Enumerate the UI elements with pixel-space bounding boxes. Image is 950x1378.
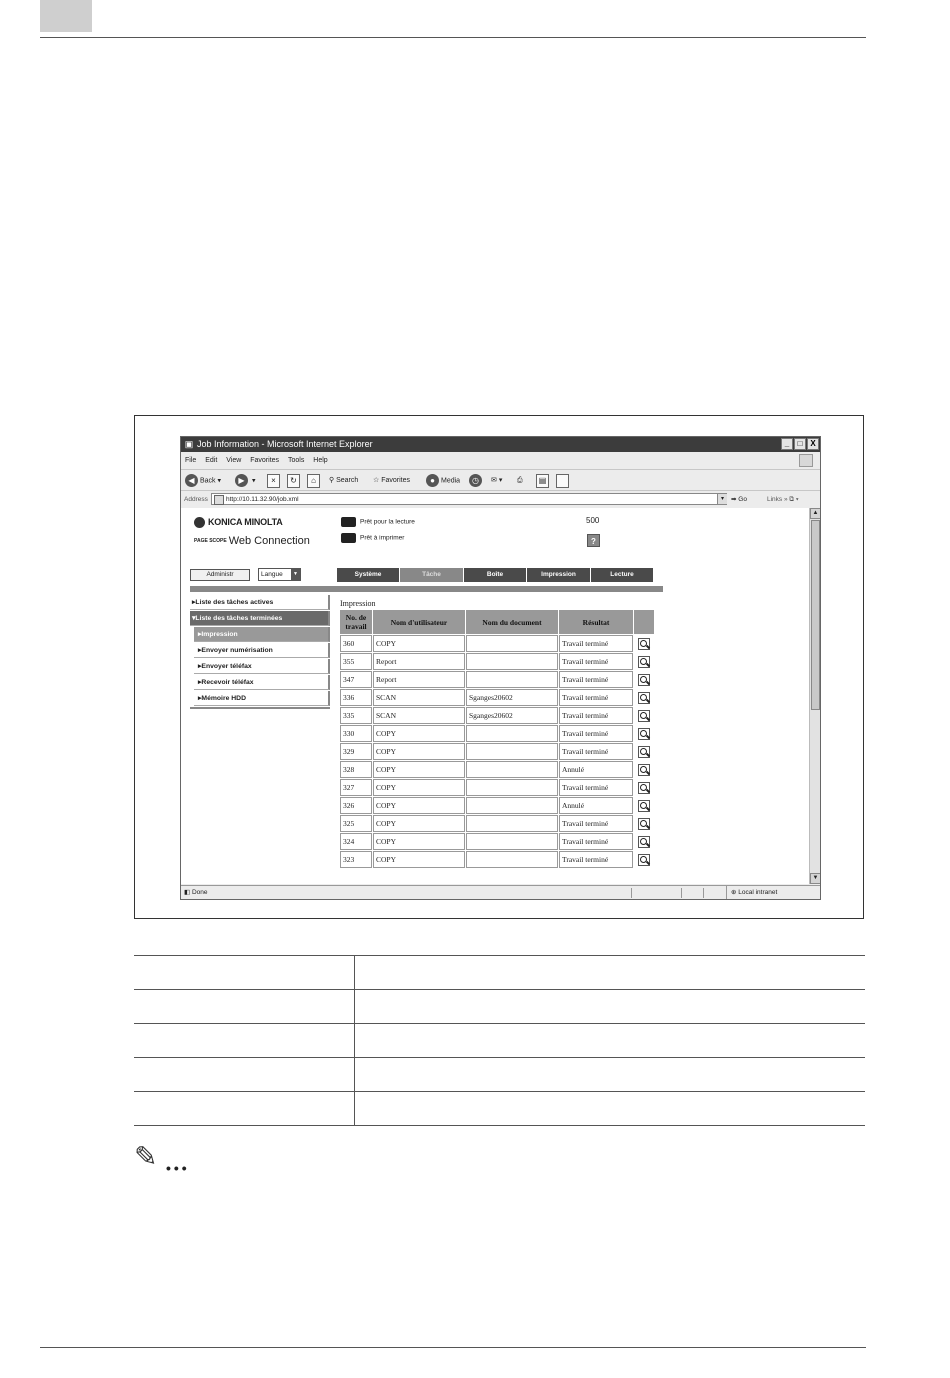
job-number-cell: 360 [340,635,372,652]
star-icon: ☆ [373,477,380,484]
magnifier-icon[interactable] [638,836,650,848]
back-arrow-icon: ◀ [185,474,198,487]
jobs-table [339,609,655,869]
stop-button[interactable] [267,474,280,488]
forward-button[interactable]: ▶ ▾ [235,474,255,488]
page-icon [214,495,224,505]
address-bar [181,492,820,507]
magnifier-icon[interactable] [638,782,650,794]
column-divider [354,1058,355,1091]
description-row [134,1023,865,1057]
document-name-cell [466,797,558,814]
result-cell: Travail terminé [559,707,633,724]
sidebar-item-send-scan[interactable]: ▸Envoyer numérisation [194,643,330,658]
user-name-cell: COPY [373,815,465,832]
document-name-cell [466,779,558,796]
col-document-name: Nom du document [466,610,558,634]
table-row [340,815,654,832]
status-separator [631,888,632,898]
result-cell: Travail terminé [559,851,633,868]
table-row [340,707,654,724]
sidebar-item-active-jobs[interactable]: ▸Liste des tâches actives [190,595,330,610]
table-row [340,761,654,778]
user-name-cell: COPY [373,761,465,778]
result-cell: Annulé [559,797,633,814]
media-button[interactable]: ● Media [426,474,460,488]
language-select[interactable]: Langue ▼ [258,568,301,581]
sidebar-item-receive-fax[interactable]: ▸Recevoir téléfax [194,675,330,690]
document-name-cell [466,761,558,778]
user-name-cell: COPY [373,725,465,742]
media-icon: ● [426,474,439,487]
job-number-cell: 335 [340,707,372,724]
content-title: Impression [340,599,376,608]
discuss-button[interactable] [556,474,569,488]
table-row [340,797,654,814]
column-divider [354,1024,355,1057]
tab-systeme[interactable]: Système [337,568,400,582]
user-name-cell: COPY [373,833,465,850]
print-button[interactable] [517,474,523,488]
scanner-icon [341,517,356,527]
result-cell: Travail terminé [559,671,633,688]
sidebar-item-impression[interactable]: ▸Impression [194,627,330,642]
table-row [340,833,654,850]
result-cell: Travail terminé [559,653,633,670]
magnifier-icon[interactable] [638,674,650,686]
browser-window [180,436,821,900]
result-cell: Annulé [559,761,633,778]
magnifier-icon[interactable] [638,764,650,776]
table-row [340,725,654,742]
job-number-cell: 327 [340,779,372,796]
table-row [340,689,654,706]
page-corner-tab [40,0,92,32]
security-zone: ⊕ Local intranet [726,886,777,900]
job-number-cell: 336 [340,689,372,706]
restore-button[interactable]: □ [794,438,806,450]
status-separator [681,888,682,898]
address-dropdown[interactable]: ▾ [717,494,727,504]
result-cell: Travail terminé [559,833,633,850]
user-name-cell: Report [373,653,465,670]
status-bar [181,885,820,900]
details-cell [634,779,654,796]
vertical-scrollbar[interactable] [809,508,821,884]
col-result: Résultat [559,610,633,634]
back-button[interactable]: ◀ Back ▾ [185,474,221,488]
table-row [340,743,654,760]
go-arrow-icon: ➡ [731,496,737,503]
menu-bar [181,452,820,469]
header-rule [40,37,866,38]
scan-status: Prêt pour la lecture [341,517,415,527]
result-cell: Travail terminé [559,815,633,832]
printer-device-icon [341,533,356,543]
magnifier-icon[interactable] [638,656,650,668]
col-details [634,610,654,634]
document-name-cell [466,635,558,652]
user-name-cell: COPY [373,797,465,814]
history-button[interactable] [469,474,484,488]
ie-window-icon: ▣ [184,439,194,449]
sidebar-item-send-fax[interactable]: ▸Envoyer téléfax [194,659,330,674]
details-cell [634,635,654,652]
menu-edit[interactable]: Edit [205,457,218,464]
extension-icon: ⧉ [789,496,795,503]
page-scope-mark: PAGE SCOPE [194,537,227,544]
description-row [134,955,865,989]
details-cell [634,653,654,670]
table-row [340,635,654,652]
tab-boite[interactable]: Boîte [464,568,527,582]
scroll-thumb[interactable] [811,520,820,710]
job-number-cell: 328 [340,761,372,778]
konica-minolta-logo: KONICA MINOLTA [194,517,283,528]
details-cell [634,851,654,868]
page-done-icon: ◧ [184,889,191,896]
refresh-button[interactable] [287,474,300,488]
document-name-cell [466,743,558,760]
print-status: Prêt à imprimer [341,533,404,543]
screenshot-frame [134,415,864,919]
document-name-cell [466,653,558,670]
details-cell [634,671,654,688]
address-label: Address [184,496,208,503]
result-cell: Travail terminé [559,725,633,742]
address-input[interactable] [211,493,727,505]
sidebar-divider [190,707,330,709]
help-icon[interactable]: ? [587,534,600,547]
result-cell: Travail terminé [559,635,633,652]
user-name-cell: SCAN [373,689,465,706]
description-row [134,1091,865,1126]
address-url: http://10.11.32.90/job.xml [226,496,299,503]
search-icon: ⚲ [329,477,335,484]
sidebar-item-hdd-memory[interactable]: ▸Mémoire HDD [194,691,330,706]
status-done: ◧ Done [184,889,208,896]
result-cell: Travail terminé [559,779,633,796]
document-name-cell: Sganges20602 [466,689,558,706]
tab-impression[interactable]: Impression [527,568,591,582]
details-cell [634,725,654,742]
pencil-note-icon: ✎ [134,1141,158,1172]
job-number-cell: 323 [340,851,372,868]
details-cell [634,797,654,814]
job-number-cell: 355 [340,653,372,670]
column-divider [354,990,355,1023]
job-number-cell: 347 [340,671,372,688]
document-name-cell [466,833,558,850]
window-title: Job Information - Microsoft Internet Explorer [197,439,373,449]
mail-button[interactable]: ✉ ▾ [491,477,503,484]
scroll-up-icon[interactable]: ▲ [810,508,821,519]
table-row [340,779,654,796]
refresh-icon: ↻ [287,474,300,488]
table-header-row [340,610,654,634]
tab-lecture[interactable]: Lecture [591,568,654,582]
job-number-cell: 325 [340,815,372,832]
tab-underline [190,586,663,592]
description-table [134,955,865,1126]
description-row [134,1057,865,1091]
sidebar [190,595,330,709]
magnifier-icon[interactable] [638,746,650,758]
user-name-cell: COPY [373,635,465,652]
details-cell [634,815,654,832]
user-name-cell: COPY [373,743,465,760]
toolbar [181,469,820,491]
stop-icon: × [267,474,280,488]
result-cell: Travail terminé [559,743,633,760]
forward-arrow-icon: ▶ [235,474,248,487]
printer-icon: ⎙ [517,477,523,484]
go-button[interactable]: ➡ Go [731,496,747,503]
home-button[interactable] [307,474,320,488]
col-job-number: No. de travail [340,610,372,634]
magnifier-icon[interactable] [638,710,650,722]
user-name-cell: SCAN [373,707,465,724]
details-cell [634,743,654,760]
edit-icon: ▤ [536,474,549,488]
document-name-cell [466,671,558,688]
note-ellipsis-icon: ••• [166,1160,190,1176]
intranet-icon: ⊕ [731,889,737,896]
document-name-cell: Sganges20602 [466,707,558,724]
table-row [340,851,654,868]
user-name-cell: COPY [373,779,465,796]
user-name-cell: Report [373,671,465,688]
job-number-cell: 329 [340,743,372,760]
minimize-button[interactable]: _ [781,438,793,450]
table-row [340,653,654,670]
magnifier-icon[interactable] [638,692,650,704]
discuss-icon [556,474,569,488]
menu-favorites[interactable]: Favorites [250,457,280,464]
title-bar [181,437,820,452]
tab-tache[interactable]: Tâche [400,568,464,582]
details-cell [634,761,654,778]
close-button[interactable]: X [807,438,819,450]
user-name-cell: COPY [373,851,465,868]
magnifier-icon[interactable] [638,818,650,830]
menu-tools[interactable]: Tools [288,457,305,464]
table-row [340,671,654,688]
column-divider [354,956,355,989]
magnifier-icon[interactable] [638,728,650,740]
scroll-down-icon[interactable]: ▼ [810,873,821,884]
chevron-down-icon: ▼ [291,569,300,580]
col-user-name: Nom d'utilisateur [373,610,465,634]
menu-help[interactable]: Help [313,457,328,464]
footer-rule [40,1347,866,1348]
document-name-cell [466,725,558,742]
menu-file[interactable]: File [185,457,197,464]
web-connection-logo: PAGE SCOPE Web Connection [194,535,310,547]
favorites-button[interactable]: ☆ Favorites [373,477,411,484]
links-button[interactable]: Links » ⧉ ▾ [767,496,799,503]
counter-value: 500 [586,516,600,525]
details-cell [634,689,654,706]
history-icon: ◷ [469,474,482,487]
document-name-cell [466,815,558,832]
details-cell [634,707,654,724]
globe-icon [194,517,205,528]
job-number-cell: 326 [340,797,372,814]
status-separator [703,888,704,898]
edit-button[interactable] [536,474,549,488]
menu-view[interactable]: View [226,457,242,464]
windows-logo-icon [799,454,813,467]
column-divider [354,1092,355,1125]
page-viewport [181,508,809,884]
job-number-cell: 324 [340,833,372,850]
admin-button[interactable]: Administr [190,569,250,581]
document-name-cell [466,851,558,868]
home-icon: ⌂ [307,474,320,488]
job-number-cell: 330 [340,725,372,742]
description-row [134,989,865,1023]
details-cell [634,833,654,850]
magnifier-icon[interactable] [638,854,650,866]
result-cell: Travail terminé [559,689,633,706]
sidebar-item-finished-jobs[interactable]: ▾Liste des tâches terminées [190,611,330,626]
search-button[interactable]: ⚲ Search [329,477,359,484]
mail-icon: ✉ [491,477,497,484]
magnifier-icon[interactable] [638,638,650,650]
magnifier-icon[interactable] [638,800,650,812]
